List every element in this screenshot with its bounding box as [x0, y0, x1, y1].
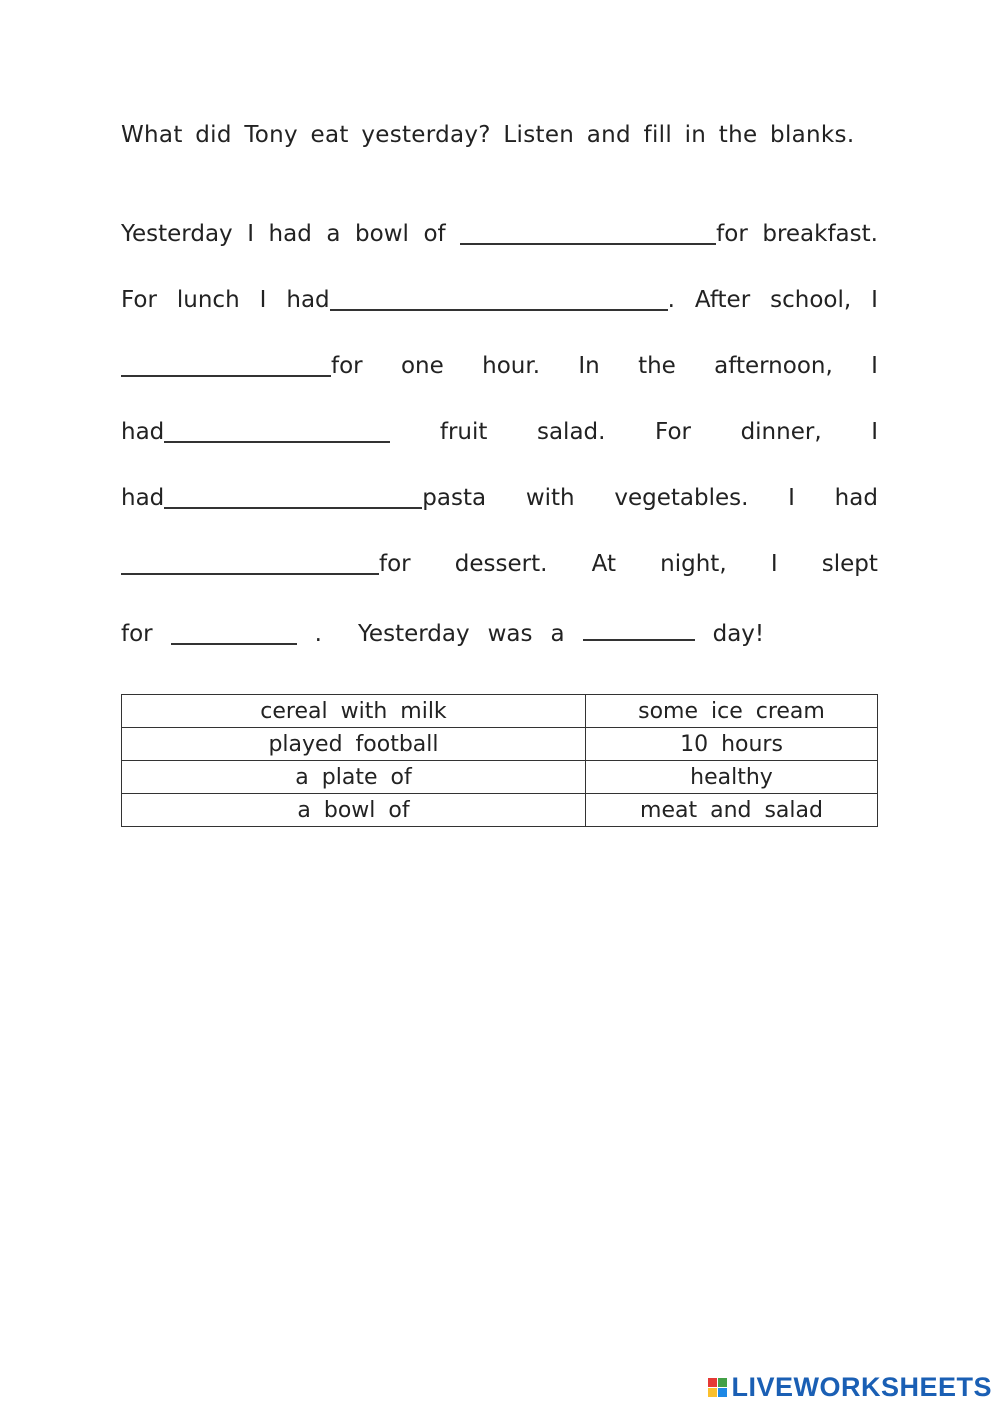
answer-blank-1[interactable] — [460, 221, 716, 245]
answer-blank-8[interactable] — [583, 617, 695, 641]
word: After — [694, 287, 751, 313]
word-bank-cell: healthy — [586, 761, 878, 794]
word: of — [423, 221, 446, 247]
word: had — [268, 221, 312, 247]
answer-blank-5[interactable] — [164, 485, 422, 509]
word: I — [770, 551, 778, 577]
answer-blank-4[interactable] — [164, 419, 390, 443]
blank-group — [121, 419, 390, 445]
word: for — [331, 353, 363, 379]
word: night, — [660, 551, 727, 577]
word: In — [578, 353, 600, 379]
word: . — [314, 621, 322, 647]
table-row — [122, 695, 878, 728]
paragraph-line-3 — [121, 353, 878, 387]
answer-blank-2[interactable] — [330, 287, 668, 311]
word: salad. — [536, 419, 606, 445]
word: For — [655, 419, 691, 445]
word: I — [871, 287, 878, 313]
word: hour. — [482, 353, 541, 379]
word: for — [121, 621, 153, 647]
paragraph-line-4 — [121, 419, 878, 453]
word: had — [121, 485, 165, 511]
word: was — [487, 621, 533, 647]
word: had — [834, 485, 878, 511]
word: had — [121, 419, 165, 445]
word: for — [716, 221, 748, 247]
word-bank-cell: played football — [122, 728, 586, 761]
word: I — [871, 419, 878, 445]
word: school, — [770, 287, 852, 313]
word-bank-cell: a bowl of — [122, 794, 586, 827]
worksheet-instructions: What did Tony eat yesterday? Listen and fill in the blanks. — [121, 122, 855, 148]
blank-group — [286, 287, 675, 313]
word: I — [247, 221, 254, 247]
answer-blank-6[interactable] — [121, 551, 379, 575]
word: bowl — [355, 221, 409, 247]
blank-group — [121, 485, 486, 511]
word: vegetables. — [614, 485, 749, 511]
answer-blank-3[interactable] — [121, 353, 331, 377]
word: for — [379, 551, 411, 577]
word: Yesterday — [121, 221, 233, 247]
word: Yesterday — [357, 621, 470, 647]
word: dessert. — [454, 551, 548, 577]
word: I — [788, 485, 795, 511]
word: fruit — [439, 419, 488, 445]
table-row — [122, 761, 878, 794]
word: afternoon, — [714, 353, 833, 379]
word: day! — [712, 621, 765, 647]
word: had — [286, 287, 330, 313]
word: a — [550, 621, 565, 647]
word-bank-table — [121, 694, 878, 827]
logo-squares-icon — [708, 1378, 727, 1397]
paragraph-line-5 — [121, 485, 878, 519]
word: a — [326, 221, 341, 247]
word-bank-cell: cereal with milk — [122, 695, 586, 728]
blank-group — [121, 353, 363, 379]
blank-group — [121, 621, 340, 647]
word-bank-cell: some ice cream — [586, 695, 878, 728]
word: I — [259, 287, 267, 313]
liveworksheets-logo — [708, 1372, 992, 1403]
word-bank-cell: meat and salad — [586, 794, 878, 827]
word: At — [591, 551, 616, 577]
logo-text: LIVEWORKSHEETS — [731, 1372, 992, 1402]
word: one — [400, 353, 444, 379]
paragraph-line-2 — [121, 287, 878, 321]
word: the — [638, 353, 676, 379]
word: lunch — [176, 287, 240, 313]
blank-group — [460, 221, 748, 247]
answer-blank-7[interactable] — [171, 621, 297, 645]
word: slept — [821, 551, 878, 577]
paragraph-line-7 — [121, 617, 878, 651]
word: pasta — [422, 485, 487, 511]
word: I — [871, 353, 878, 379]
word: breakfast. — [762, 221, 878, 247]
word-bank-cell: 10 hours — [586, 728, 878, 761]
word: with — [525, 485, 575, 511]
word: . — [667, 287, 675, 313]
word-bank-cell: a plate of — [122, 761, 586, 794]
table-row — [122, 728, 878, 761]
word: dinner, — [740, 419, 822, 445]
paragraph-line-6 — [121, 551, 878, 585]
table-row — [122, 794, 878, 827]
blank-group — [121, 551, 411, 577]
paragraph-line-1 — [121, 221, 878, 255]
word: For — [121, 287, 157, 313]
